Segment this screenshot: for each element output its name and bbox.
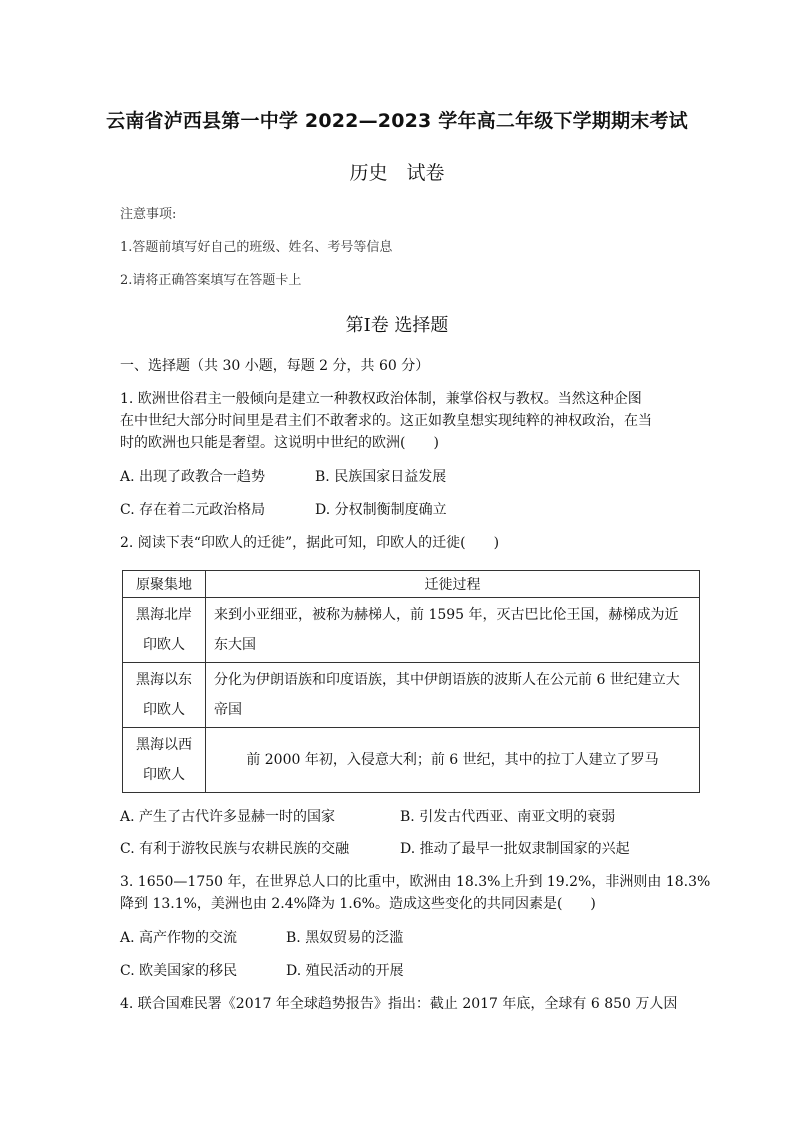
origin-line: 黑海北岸 (136, 607, 192, 623)
question-text-line: 4. 联合国难民署《2017 年全球趋势报告》指出：截止 2017 年底，全球有 6 850 万人因 (120, 996, 678, 1012)
option-c: C. 有利于游牧民族与农耕民族的交融 (120, 841, 350, 857)
table-row (123, 728, 700, 793)
option-d: D. 殖民活动的开展 (286, 963, 404, 979)
exam-title: 云南省泸西县第一中学 2022—2023 学年高二年级下学期期末考试 (106, 110, 688, 132)
question-text-line: 降到 13.1%，美洲也由 2.4%降为 1.6%。造成这些变化的共同因素是( ) (120, 896, 596, 912)
option-d: D. 分权制衡制度确立 (315, 502, 447, 518)
origin-line: 印欧人 (143, 702, 185, 718)
question-text-line: 3. 1650—1750 年，在世界总人口的比重中，欧洲由 18.3%上升到 19.2%，非洲则由 18.3% (120, 874, 711, 890)
table-header-row (123, 571, 700, 598)
question-text-line: 时的欧洲也只能是奢望。这说明中世纪的欧洲( ) (120, 435, 439, 451)
option-b: B. 引发古代西亚、南亚文明的衰弱 (400, 809, 616, 825)
origin-cell (123, 598, 206, 663)
table-header-process: 迁徙过程 (206, 571, 700, 598)
origin-line: 印欧人 (143, 637, 185, 653)
table-header-origin: 原聚集地 (123, 571, 206, 598)
section-title: 第Ⅰ卷 选择题 (345, 315, 449, 336)
process-cell: 来到小亚细亚，被称为赫梯人，前 1595 年，灭古巴比伦王国，赫梯成为近东大国 (206, 598, 700, 663)
origin-cell (123, 728, 206, 793)
table-row (123, 598, 700, 663)
origin-line: 印欧人 (143, 767, 185, 783)
option-a: A. 出现了政教合一趋势 (120, 469, 266, 485)
migration-table (122, 570, 700, 793)
notes-heading: 注意事项: (120, 207, 177, 222)
origin-cell (123, 663, 206, 728)
option-d: D. 推动了最早一批奴隶制国家的兴起 (400, 841, 630, 857)
option-a: A. 高产作物的交流 (120, 930, 238, 946)
option-b: B. 黑奴贸易的泛滥 (286, 930, 404, 946)
process-cell: 分化为伊朗语族和印度语族，其中伊朗语族的波斯人在公元前 6 世纪建立大帝国 (206, 663, 700, 728)
question-text-line: 2. 阅读下表“印欧人的迁徙”，据此可知，印欧人的迁徙( ) (120, 535, 500, 551)
note-item: 1.答题前填写好自己的班级、姓名、考号等信息 (120, 240, 393, 255)
origin-line: 黑海以东 (136, 672, 192, 688)
origin-line: 黑海以西 (136, 737, 192, 753)
option-c: C. 欧美国家的移民 (120, 963, 238, 979)
option-b: B. 民族国家日益发展 (315, 469, 447, 485)
option-a: A. 产生了古代许多显赫一时的国家 (120, 809, 336, 825)
table-row (123, 663, 700, 728)
option-c: C. 存在着二元政治格局 (120, 502, 266, 518)
exam-subject: 历史 试卷 (349, 162, 445, 184)
process-cell: 前 2000 年初，入侵意大利；前 6 世纪，其中的拉丁人建立了罗马 (206, 728, 700, 793)
question-text-line: 在中世纪大部分时间里是君主们不敢奢求的。这正如教皇想实现纯粹的神权政治，在当 (120, 413, 652, 429)
question-text-line: 1. 欧洲世俗君主一般倾向是建立一种教权政治体制，兼掌俗权与教权。当然这种企图 (120, 391, 642, 407)
part-title: 一、选择题（共 30 小题，每题 2 分，共 60 分） (120, 358, 430, 374)
note-item: 2.请将正确答案填写在答题卡上 (120, 273, 302, 288)
